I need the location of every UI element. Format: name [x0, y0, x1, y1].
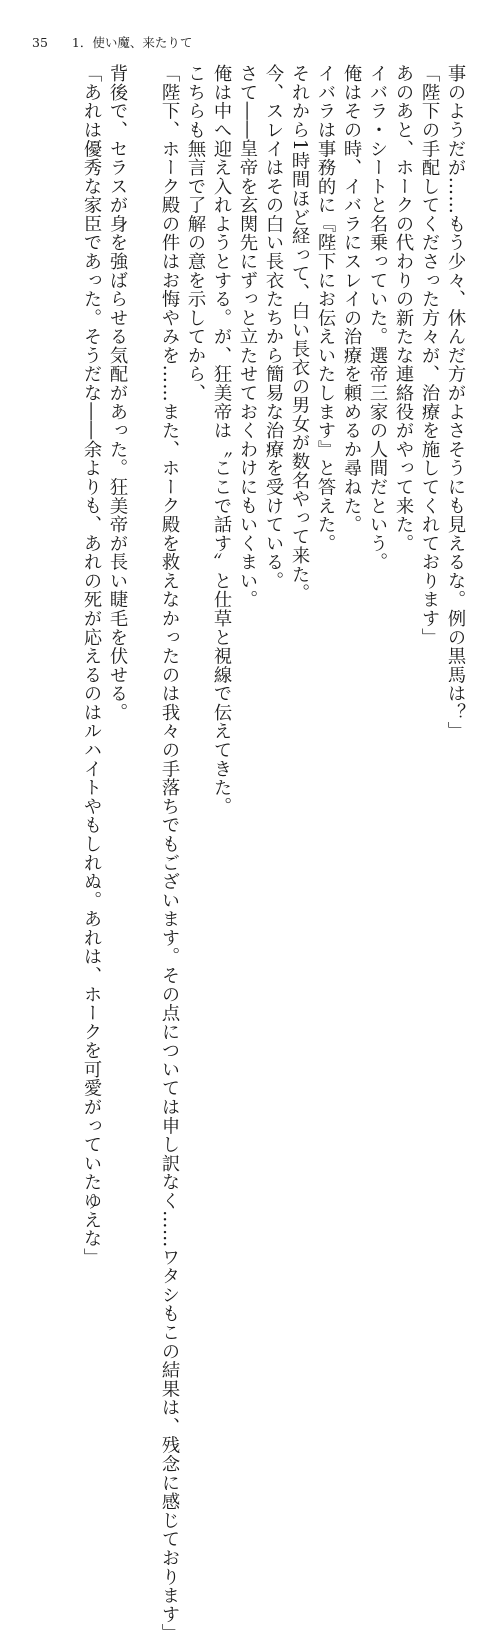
chapter-title: 1．使い魔、来たりて: [71, 35, 193, 50]
text-line: 今、スレイはその白い長衣たちから簡易な治療を受けている。: [263, 64, 284, 591]
body-text: [78, 64, 468, 1642]
text-line: 「あれは優秀な家臣であった。そうだな――余よりも、あれの死が応えるのはルハイトやもしれぬ。あれは、ホークを可愛がっていたゆえな」: [81, 64, 102, 1267]
text-line: 「陛下、ホーク殿の件はお悔やみを……また、ホーク殿を救えなかったのは我々の手落ちでもございます。その点については申し訳なく……ワタシもこの結果は、残念に感じております」: [159, 64, 180, 1642]
text-line: さて――皇帝を玄関先にずっと立たせておくわけにもいくまい。: [237, 64, 258, 609]
running-header: [32, 36, 192, 50]
text-line: 俺はその時、イバラにスレイの治療を頼めるか尋ねた。: [341, 64, 362, 534]
text-line: イバラ・シートと名乗っていた。選帝三家の人間だという。: [367, 64, 388, 572]
text-line: あのあと、ホークの代わりの新たな連絡役がやって来た。: [393, 64, 414, 553]
text-line: [130, 64, 156, 684]
text-line: 「陛下の手配してくださった方々が、治療を施してくれております」: [419, 64, 440, 647]
text-line: こちらも無言で了解の意を示してから、: [185, 64, 206, 403]
text-line: それから1時間ほど経って、白い長衣の男女が数名やって来た。: [289, 64, 310, 603]
text-line: 俺は中へ迎え入れようとする。が、狂美帝は〝ここで話す〟と仕草と視線で伝えてきた。: [211, 64, 232, 816]
page-number: 35: [32, 35, 48, 50]
text-line: 事のようだが……もう少々、休んだ方がよさそうにも見えるな。例の黒馬は？」: [445, 64, 466, 741]
text-line: 背後で、セラスが身を強ばらせる気配があった。狂美帝が長い睫毛を伏せる。: [107, 64, 128, 722]
text-line: イバラは事務的に『陛下にお伝えいたします』と答えた。: [315, 64, 336, 553]
